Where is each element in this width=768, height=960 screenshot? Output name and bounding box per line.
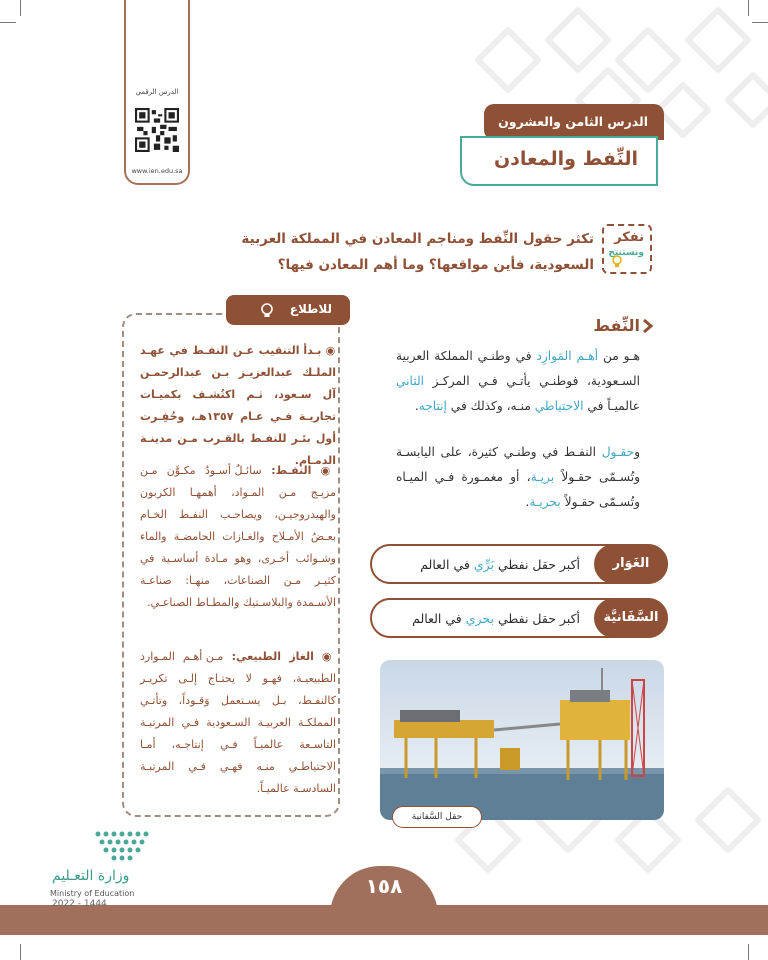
highlight-term: بحريـة <box>529 495 561 509</box>
crop-mark <box>20 0 21 16</box>
offshore-oil-rig-photo <box>380 660 664 820</box>
lesson-title-box <box>460 136 658 186</box>
crop-mark <box>752 22 768 23</box>
info-item-text: بـدأ التنقيب عـن النفـط في عهـد الملـك عبدالعزيـز بـن عبدالرحمـن آل سـعود، ثـم اكتُشـف بكميـات تجاريـة فـي عـام ١٣٥٧هـ، وحُفِـرت أول بئـر للنفـط بالقـرب مـن مدينـة الدمـام. <box>140 344 336 467</box>
oil-section-heading: النِّفط <box>593 316 640 335</box>
text-span: في العالم <box>412 611 466 626</box>
crop-mark <box>748 0 749 16</box>
text-span: في وطنـي المملكة العربية السـعودية، فوطنـي يأتـي فـي المركـز <box>396 349 640 388</box>
info-item-natural-gas <box>140 646 336 800</box>
info-item-lead: الغاز الطبيعي: <box>223 650 314 663</box>
lesson-number-banner <box>484 104 664 140</box>
highlight-term: الاحتياطي <box>534 399 584 413</box>
text-span: . <box>414 399 419 413</box>
fact-pill-ghawar <box>370 544 668 584</box>
highlight-term: بريـة <box>530 470 555 484</box>
edition-year: 2022 - 1444 <box>52 899 107 909</box>
info-item-lead: النفـط: <box>261 464 312 477</box>
info-item-oil-definition <box>140 460 336 614</box>
text-span: هـو من <box>598 349 640 363</box>
ministry-name-ar: وزارة التعـليم <box>52 868 130 884</box>
highlight-term: إنتاجه <box>418 399 447 413</box>
think-question: تكثر حقول النِّفط ومناجم المعادن في المملكة العربية السعودية، فأين مواقعها؟ وما أهم المعادن فيها؟ <box>241 231 594 273</box>
highlight-term: بحري <box>465 611 494 626</box>
crop-mark <box>0 22 16 23</box>
digital-lesson-tab[interactable] <box>124 0 190 185</box>
lightbulb-icon <box>610 254 624 270</box>
digital-lesson-url[interactable]: www.ien.edu.sa <box>131 167 183 175</box>
crop-mark <box>748 944 749 960</box>
pill-text <box>412 611 580 626</box>
text-span: . <box>525 495 530 509</box>
text-span: النفـط في وطنـي كثيرة، على اليابسـة وتُسـمّى حقـولاً <box>396 445 640 484</box>
text-span: أكبر حقل نفطي <box>493 557 580 572</box>
bullet-icon: ◉ <box>311 464 336 477</box>
info-item-oil-discovery <box>140 340 336 472</box>
text-span: أكبر حقل نفطي <box>493 611 580 626</box>
text-span: منـه، وكذلك في <box>446 399 535 413</box>
digital-lesson-label: الدرس الرقمي <box>135 88 179 96</box>
fact-pill-safaniya <box>370 598 668 638</box>
highlight-term: بَرِّي <box>473 557 494 572</box>
info-item-text: سائـلٌ أسـودُ مكـوَّن مـن مزيـج مـن المـواد، أهمهـا الكربون والهيدروجيـن، ويصاحـب النفـط الخـام بعـضُ الأمـلاح والغـازات الحامضـة والماء وشـوائب أخـرى، وهو مـادة أساسـية في كثيـر مـن الصناعات، منهـا: صناعـة الأسـمدة والبلاسـتيك والمطـاط الصناعـي. <box>140 464 336 609</box>
lesson-title: النِّفط والمعادن <box>493 148 638 170</box>
highlight-term: حقـول <box>601 445 635 459</box>
ministry-name-en: Ministry of Education <box>50 889 135 898</box>
qr-code-icon[interactable] <box>135 108 179 152</box>
section-chevron-icon <box>642 318 654 334</box>
oil-paragraph-1 <box>396 344 640 419</box>
info-panel-tab <box>226 295 350 325</box>
page-number: ١٥٨ <box>365 874 403 898</box>
text-span: في العالم <box>420 557 474 572</box>
text-span: و <box>634 445 640 459</box>
info-panel-title: للاطلاع <box>289 302 332 316</box>
highlight-term: أهـم المَوارِد <box>536 349 599 363</box>
oil-paragraph-2 <box>396 440 640 515</box>
lesson-number: الدرس الثامن والعشرون <box>498 114 648 129</box>
pill-tag: السَّفَانيَّة <box>594 598 668 638</box>
pill-text <box>420 557 580 572</box>
photo-caption: حقل السَّفانية <box>392 806 482 828</box>
info-item-text: مـن أهـم المـوارد الطبيعيـة، فهـو لا يحتـاج إلـى تكريـر كالنفـط، بـل يسـتعمل وَقـوداً، وتأتـي المملكـة العربيـة السـعودية فـي المرتبـة التاسـعة عالميـاً فـي إنتاجـه، أمـا الاحتياطـي منـه فهـي فـي المرتبـة السادسـة عالميـاً. <box>140 650 336 795</box>
lightbulb-icon <box>258 301 276 319</box>
pill-tag: الغَوَار <box>594 544 668 584</box>
ministry-logo-icon <box>92 828 152 864</box>
highlight-term: الثاني <box>396 374 425 388</box>
bullet-icon: ◉ <box>313 650 336 663</box>
think-icon-title: نفكر <box>614 230 644 245</box>
text-span: عالميـاً في <box>583 399 640 413</box>
think-icon-subtitle: ونستنتج <box>608 248 644 258</box>
think-conclude-icon <box>602 224 652 274</box>
bullet-icon: ◉ <box>321 344 336 357</box>
text-span: ، أو مغمـورة فـي الميـاه وتُسـمّى حقـولاً <box>396 470 640 509</box>
crop-mark <box>20 944 21 960</box>
